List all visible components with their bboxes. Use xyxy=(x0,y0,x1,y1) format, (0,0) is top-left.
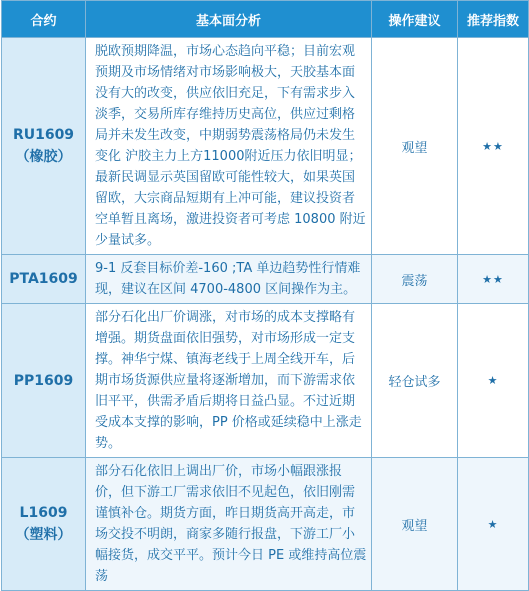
header-advice: 操作建议 xyxy=(372,1,458,38)
rating-stars: ★★ xyxy=(458,255,529,304)
analysis-cell: 部分石化依旧上调出厂价，市场小幅跟涨报价，但下游工厂需求依旧不见起色，依旧刚需谨慎补仓。期货方面，昨日期货高开高走，市场交投不明朗，商家多随行报盘，下游工厂小幅接货，成交平平。预计今日 PE 或维持高位震荡 xyxy=(86,458,372,591)
contract-code: PP1609 xyxy=(13,372,74,389)
contract-cell xyxy=(2,304,86,458)
contract-cell xyxy=(2,38,86,255)
table-header-row xyxy=(2,1,529,38)
table-row-ru1609 xyxy=(2,38,529,255)
rating-stars: ★ xyxy=(458,304,529,458)
analysis-cell: 9-1 反套目标价差-160 ;TA 单边趋势性行情难现，建议在区间 4700-4800 区间操作为主。 xyxy=(86,255,372,304)
contract-cell xyxy=(2,255,86,304)
analysis-cell: 脱欧预期降温，市场心态趋向平稳；目前宏观预期及市场情绪对市场影响极大，天胶基本面没有大的改变，供应依旧充足，下有需求步入淡季，交易所库存维持历史高位，供应过剩格局并未发生改变，中期弱势震荡格局仍未发生变化 沪胶主力上方11000附近压力依旧明显；最新民调显示英国留欧可能性较大，如果英国留欧，大宗商品短期有上冲可能，建议投资者空单暂且离场，激进投资者可考虑 10800 附近少量试多。 xyxy=(86,38,372,255)
contract-name: （塑料） xyxy=(15,527,72,543)
table-row-pp1609 xyxy=(2,304,529,458)
advice-cell: 观望 xyxy=(372,458,458,591)
analysis-table xyxy=(1,0,529,591)
rating-stars: ★★ xyxy=(458,38,529,255)
table-row-pta1609 xyxy=(2,255,529,304)
table-row-l1609 xyxy=(2,458,529,591)
contract-cell xyxy=(2,458,86,591)
advice-cell: 观望 xyxy=(372,38,458,255)
header-rating: 推荐指数 xyxy=(458,1,529,38)
advice-cell: 震荡 xyxy=(372,255,458,304)
header-analysis: 基本面分析 xyxy=(86,1,372,38)
contract-code: L1609 xyxy=(19,505,68,521)
header-contract: 合约 xyxy=(2,1,86,38)
advice-cell: 轻仓试多 xyxy=(372,304,458,458)
rating-stars: ★ xyxy=(458,458,529,591)
contract-code: PTA1609 xyxy=(9,271,78,287)
analysis-cell: 部分石化出厂价调涨，对市场的成本支撑略有增强。期货盘面依旧强势，对市场形成一定支撑。神华宁煤、镇海老线于上周全线开车，后期市场货源供应量将逐渐增加，而下游需求依旧平平，供需矛盾后期将日益凸显。不过近期受成本支撑的影响，PP 价格或延续稳中上涨走势。 xyxy=(86,304,372,458)
contract-name: （橡胶） xyxy=(15,149,72,165)
contract-code: RU1609 xyxy=(12,127,75,143)
